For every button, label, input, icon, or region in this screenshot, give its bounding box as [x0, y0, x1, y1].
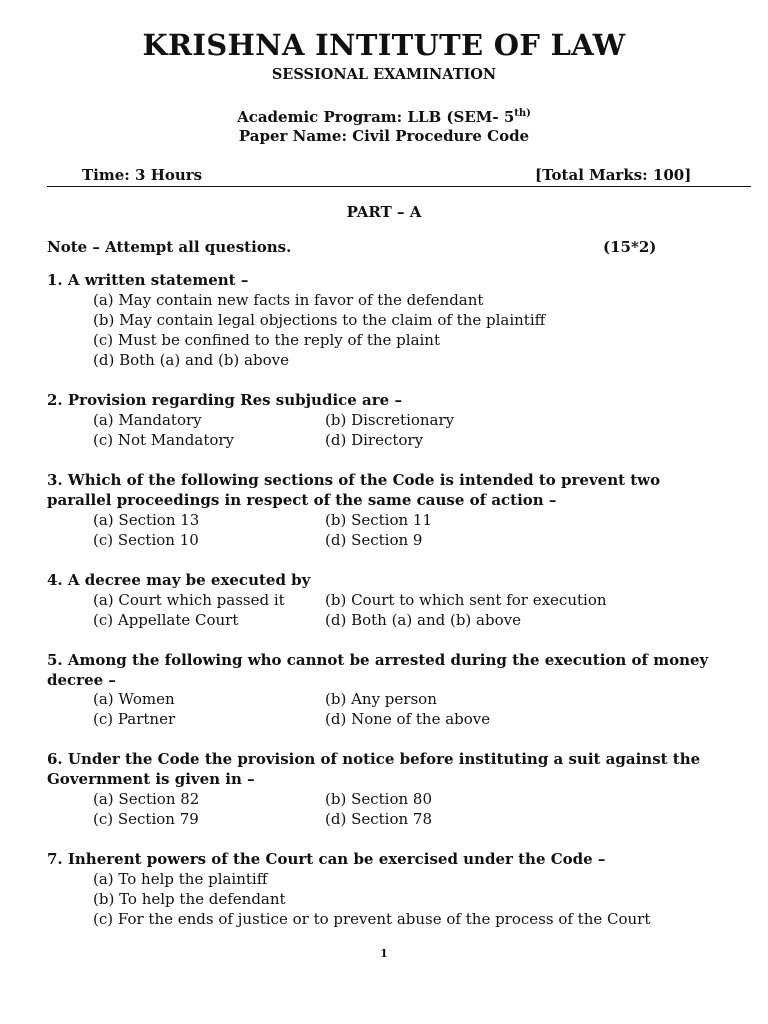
question-4-options — [93, 590, 733, 630]
option: (a) Section 13 — [93, 511, 200, 529]
option: (a) Section 82 — [93, 790, 200, 808]
option: (b) Any person — [325, 690, 437, 708]
part-heading: PART – A — [346, 203, 422, 221]
question-2: 2. Provision regarding Res subjudice are – — [47, 391, 402, 409]
question-5-options — [93, 689, 733, 729]
option: (c) Section 10 — [93, 531, 199, 549]
option: (a) To help the plaintiff — [93, 870, 268, 888]
question-3: 3. Which of the following sections of the Code is intended to prevent two parallel proceedings in respect of the same cause of action – — [47, 471, 661, 509]
option: (c) Not Mandatory — [93, 431, 235, 449]
question-7-options — [93, 869, 650, 929]
question-3-options — [93, 510, 733, 550]
option: (d) Both (a) and (b) above — [93, 351, 289, 369]
option: (c) Must be confined to the reply of the plaint — [93, 331, 440, 349]
exam-subtitle: SESSIONAL EXAMINATION — [271, 66, 497, 83]
option: (b) Court to which sent for execution — [325, 591, 607, 609]
question-4: 4. A decree may be executed by — [47, 571, 311, 589]
option: (b) May contain legal objections to the claim of the plaintiff — [93, 311, 546, 329]
option: (b) Discretionary — [325, 411, 455, 429]
paper-name: Paper Name: Civil Procedure Code — [238, 127, 530, 145]
question-1-options — [93, 290, 545, 370]
question-6: 6. Under the Code the provision of notice before instituting a suit against the Government is given in – — [47, 750, 701, 788]
option: (b) To help the defendant — [93, 890, 286, 908]
option: (c) For the ends of justice or to prevent abuse of the process of the Court — [93, 910, 651, 928]
section-marks: (15*2) — [603, 238, 657, 256]
semester-superscript: th) — [514, 108, 531, 119]
option: (d) Both (a) and (b) above — [325, 611, 521, 629]
option: (a) Mandatory — [93, 411, 202, 429]
option: (a) May contain new facts in favor of the defendant — [93, 291, 484, 309]
exam-time: Time: 3 Hours — [82, 166, 203, 184]
question-2-options — [93, 410, 733, 450]
option: (d) Section 9 — [325, 531, 423, 549]
option: (b) Section 11 — [325, 511, 432, 529]
question-7: 7. Inherent powers of the Court can be exercised under the Code – — [47, 850, 606, 868]
total-marks: [Total Marks: 100] — [535, 166, 692, 184]
option: (d) Section 78 — [325, 810, 432, 828]
question-6-options — [93, 789, 733, 829]
option: (b) Section 80 — [325, 790, 432, 808]
option: (c) Partner — [93, 710, 176, 728]
option: (a) Court which passed it — [93, 591, 285, 609]
institute-title: KRISHNA INTITUTE OF LAW — [142, 28, 626, 62]
academic-program — [0, 108, 768, 126]
option: (d) None of the above — [325, 710, 491, 728]
option: (c) Section 79 — [93, 810, 199, 828]
option: (a) Women — [93, 690, 175, 708]
page-number: 1 — [380, 947, 388, 960]
academic-program-text: Academic Program: LLB (SEM- 5 — [237, 108, 515, 126]
option: (d) Directory — [325, 431, 424, 449]
option: (c) Appellate Court — [93, 611, 239, 629]
question-1: 1. A written statement – — [47, 271, 249, 289]
question-5: 5. Among the following who cannot be arrested during the execution of money decree – — [47, 651, 709, 689]
header-divider — [47, 186, 751, 187]
instructions-note: Note – Attempt all questions. — [47, 238, 292, 256]
